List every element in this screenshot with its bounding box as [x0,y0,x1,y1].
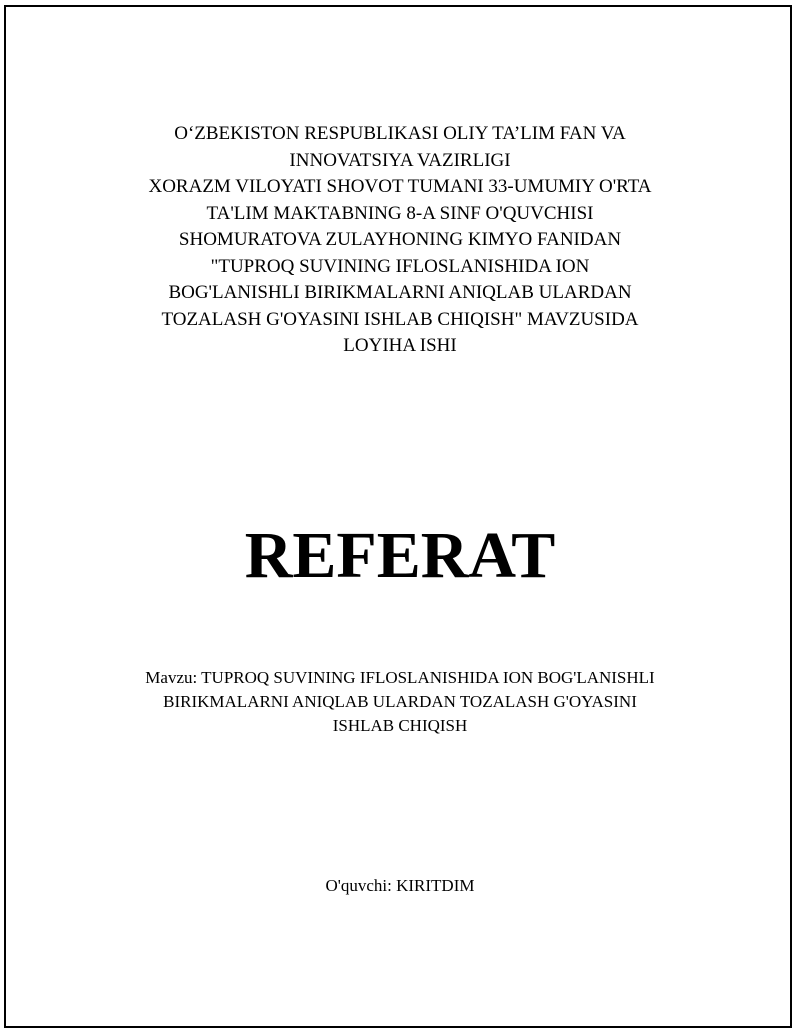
topic-line: BIRIKMALARNI ANIQLAB ULARDAN TOZALASH G'OYASINI [163,692,637,711]
document-type-title: REFERAT [244,519,556,592]
header-line: "TUPROQ SUVINING IFLOSLANISHIDA ION [210,255,590,277]
topic-line: ISHLAB CHIQISH [332,716,468,735]
header-line: BOG'LANISHLI BIRIKMALARNI ANIQLAB ULARDAN [168,282,632,303]
ministry-header [0,121,800,360]
header-line: SHOMURATOVA ZULAYHONING KIMYO FANIDAN [178,229,622,250]
student-name: O'quvchi: KIRITDIM [325,876,475,895]
header-line: XORAZM VILOYATI SHOVOT TUMANI 33-UMUMIY O'RTA [148,176,652,197]
header-line: INNOVATSIYA VAZIRLIGI [289,149,511,171]
topic-line: Mavzu: TUPROQ SUVINING IFLOSLANISHIDA ION BOG'LANISHLI [145,668,655,687]
header-line: LOYIHA ISHI [343,335,457,356]
header-line: TOZALASH G'OYASINI ISHLAB CHIQISH" MAVZUSIDA [161,308,639,330]
header-line: O‘ZBEKISTON RESPUBLIKASI OLIY TA’LIM FAN VA [174,123,626,144]
topic-block [0,666,800,738]
header-line: TA'LIM MAKTABNING 8-A SINF O'QUVCHISI [206,202,594,224]
